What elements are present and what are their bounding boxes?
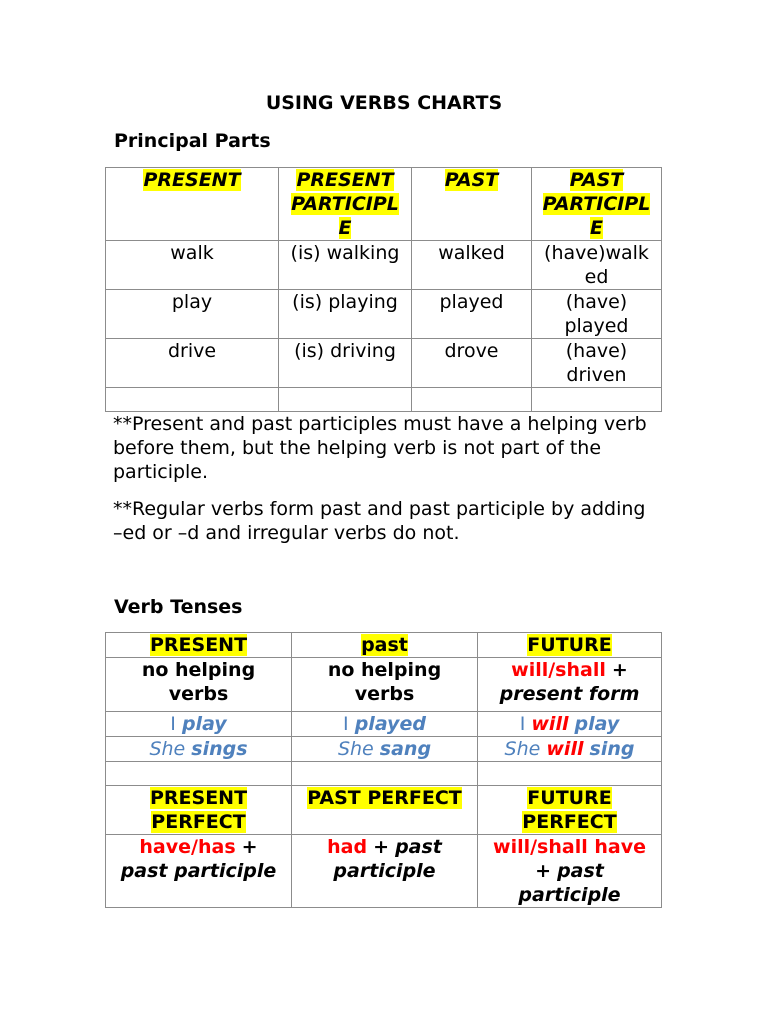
page-title: USING VERBS CHARTS bbox=[265, 92, 503, 114]
header-present-perfect: PRESENT PERFECT bbox=[106, 786, 292, 835]
table-cell: I will play bbox=[478, 712, 662, 737]
table-cell: She will sing bbox=[478, 737, 662, 762]
table-cell bbox=[106, 388, 279, 412]
table-row bbox=[106, 241, 662, 290]
table-cell: (have)walk ed bbox=[532, 241, 662, 290]
table-cell: (is) playing bbox=[279, 290, 412, 339]
table-cell: have/has + past participle bbox=[106, 835, 292, 908]
table-row bbox=[106, 712, 662, 737]
table-cell bbox=[532, 388, 662, 412]
table-cell: will/shall have + past participle bbox=[478, 835, 662, 908]
verb-tenses-heading: Verb Tenses bbox=[114, 596, 243, 618]
header-past-participle: PAST PARTICIPL E bbox=[532, 168, 662, 241]
header-future: FUTURE bbox=[478, 633, 662, 658]
table-cell: walk bbox=[106, 241, 279, 290]
table-row bbox=[106, 290, 662, 339]
table-cell: no helping verbs bbox=[292, 658, 478, 712]
table-row bbox=[106, 835, 662, 908]
table-cell: play bbox=[106, 290, 279, 339]
header-past: PAST bbox=[412, 168, 532, 241]
header-present: PRESENT bbox=[106, 168, 279, 241]
table-cell: played bbox=[412, 290, 532, 339]
header-past: past bbox=[292, 633, 478, 658]
table-cell: will/shall + present form bbox=[478, 658, 662, 712]
table-cell: (is) driving bbox=[279, 339, 412, 388]
table-cell bbox=[279, 388, 412, 412]
table-cell bbox=[292, 762, 478, 786]
header-future-perfect: FUTURE PERFECT bbox=[478, 786, 662, 835]
table-cell: had + past participle bbox=[292, 835, 478, 908]
principal-parts-table bbox=[105, 167, 662, 412]
note-regular-verbs: **Regular verbs form past and past participle by adding –ed or –d and irregular verbs do not. bbox=[113, 498, 646, 544]
verb-tenses-table bbox=[105, 632, 662, 908]
table-row bbox=[106, 737, 662, 762]
table-cell: no helping verbs bbox=[106, 658, 292, 712]
table-row bbox=[106, 339, 662, 388]
table-cell: walked bbox=[412, 241, 532, 290]
table-cell bbox=[478, 762, 662, 786]
table-cell: She sang bbox=[292, 737, 478, 762]
table-cell bbox=[106, 762, 292, 786]
table-header-row bbox=[106, 786, 662, 835]
note-participles: **Present and past participles must have a helping verb before them, but the helping verb is not part of the participle. bbox=[113, 413, 647, 483]
table-cell: drive bbox=[106, 339, 279, 388]
table-row-empty bbox=[106, 388, 662, 412]
header-present-participle: PRESENT PARTICIPL E bbox=[279, 168, 412, 241]
table-cell: She sings bbox=[106, 737, 292, 762]
table-header-row bbox=[106, 168, 662, 241]
table-cell: I played bbox=[292, 712, 478, 737]
table-header-row bbox=[106, 633, 662, 658]
table-cell: (have) driven bbox=[532, 339, 662, 388]
table-cell: (is) walking bbox=[279, 241, 412, 290]
table-cell: (have) played bbox=[532, 290, 662, 339]
table-cell: I play bbox=[106, 712, 292, 737]
table-row-empty bbox=[106, 762, 662, 786]
table-cell: drove bbox=[412, 339, 532, 388]
table-cell bbox=[412, 388, 532, 412]
table-row bbox=[106, 658, 662, 712]
header-past-perfect: PAST PERFECT bbox=[292, 786, 478, 835]
principal-parts-heading: Principal Parts bbox=[114, 130, 271, 152]
header-present: PRESENT bbox=[106, 633, 292, 658]
